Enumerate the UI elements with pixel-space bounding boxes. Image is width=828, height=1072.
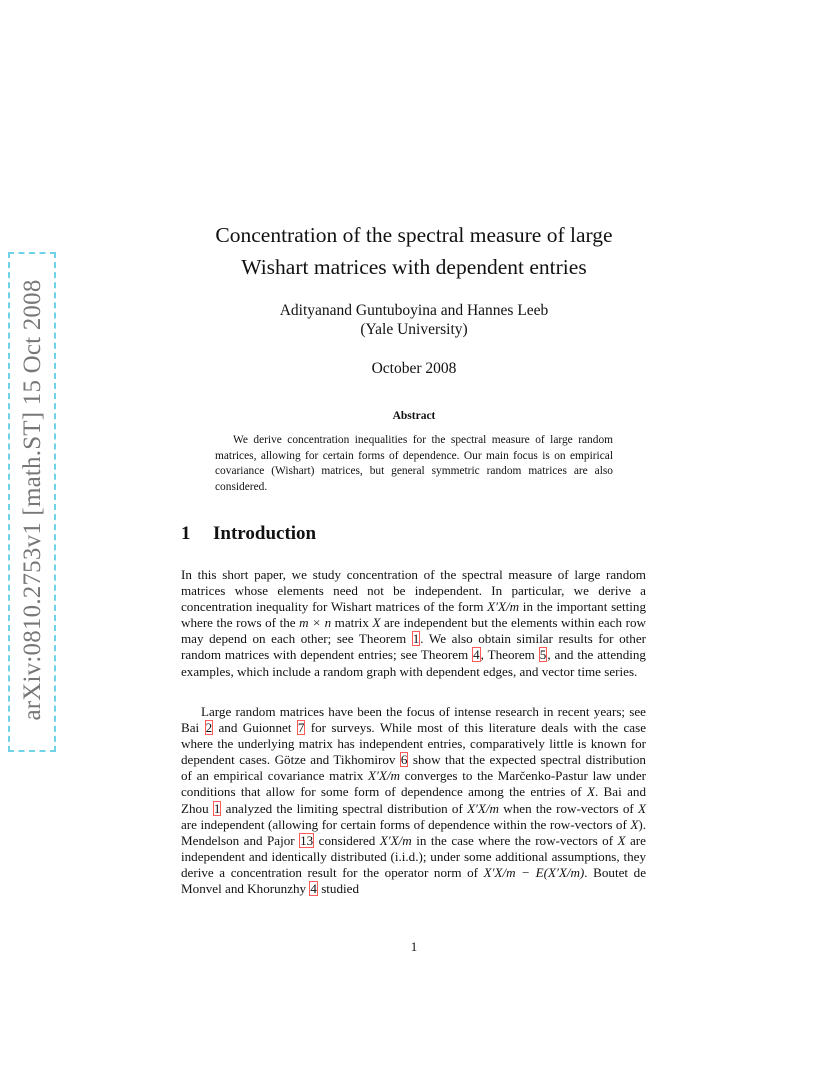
text-run: Large random matrices have been the focus of intense research in recent years; see Bai	[181, 704, 646, 736]
theorem-reference-link[interactable]: 1	[412, 631, 420, 647]
citation-link[interactable]: 4	[310, 881, 317, 897]
paper-title	[150, 219, 678, 283]
section-number: 1	[181, 523, 191, 544]
citation-link[interactable]: 13	[300, 832, 314, 848]
text-run: . We also obtain similar results for other random matrices with dependent entries; see Theorem	[181, 631, 646, 663]
math-expression: X	[638, 800, 646, 816]
math-expression: m × n	[299, 615, 332, 631]
author-names: Adityanand Guntuboyina and Hannes Leeb	[279, 302, 549, 319]
math-expression: X	[617, 832, 626, 848]
author-block	[150, 301, 678, 339]
citation-link[interactable]: 7	[297, 720, 305, 736]
math-expression: X′X/m	[368, 768, 400, 784]
citation-link[interactable]: 1	[213, 800, 221, 816]
math-expression: X	[372, 615, 381, 631]
arxiv-identifier: arXiv:0810.2753v1 [math.ST] 15 Oct 2008	[19, 279, 46, 721]
theorem-reference-link[interactable]: 4	[473, 647, 480, 663]
text-run: , Theorem	[480, 647, 539, 663]
text-run: matrix	[331, 615, 373, 631]
text-run: when the row-vectors of	[499, 800, 638, 816]
publication-date: October 2008	[371, 360, 457, 377]
text-run: are independent and identically distributed (i.i.d.); under some additional assumptions, they derive a concentration result for the operator norm of	[181, 832, 646, 880]
paper-title-line-1: Concentration of the spectral measure of large	[215, 223, 613, 247]
section-heading	[181, 523, 316, 545]
citation-link[interactable]: 2	[205, 720, 213, 736]
text-run: studied	[317, 881, 360, 897]
text-run: ). Mendelson and Pajor	[181, 816, 646, 848]
text-run: are independent but the elements within each row may depend on each other; see Theorem	[181, 615, 646, 647]
text-run: show that the expected spectral distribution of an empirical covariance matrix	[181, 752, 646, 784]
text-run: . Bai and Zhou	[181, 784, 646, 816]
math-expression: X	[586, 784, 595, 800]
paper-title-line-2: Wishart matrices with dependent entries	[241, 255, 587, 279]
abstract-heading: Abstract	[392, 410, 436, 422]
text-run: in the case where the row-vectors of	[411, 832, 618, 848]
paragraph-1	[181, 567, 646, 680]
text-run: in the important setting where the rows of the	[181, 599, 646, 631]
author-affiliation: (Yale University)	[360, 321, 468, 338]
page-number: 1	[410, 939, 418, 954]
text-run: for surveys. While most of this literature deals with the case where the underlying matrix has independent entries, comparatively little is known for dependent cases. Götze and Tikhomirov	[181, 720, 646, 768]
text-run: and Guionnet	[213, 720, 297, 736]
math-expression: X′X/m	[379, 832, 412, 848]
text-run: considered	[314, 832, 380, 848]
abstract-body: We derive concentration inequalities for the spectral measure of large random matrices, allowing for certain forms of dependence. Our main focus is on empirical covariance (Wishart) matrices, but general symmetric random matrices are also considered.	[215, 434, 613, 493]
text-run: . Boutet de Monvel and Khorunzhy	[181, 864, 647, 897]
text-run: are independent (allowing for certain forms of dependence within the row-vectors of	[181, 816, 631, 832]
text-run: , and the attending examples, which include a random graph with dependent edges, and vector time series.	[181, 647, 646, 679]
theorem-reference-link[interactable]: 5	[539, 647, 547, 663]
paragraph-2	[181, 704, 646, 897]
section-title: Introduction	[213, 523, 317, 544]
math-expression: X′X/m − E(X′X/m)	[483, 864, 585, 880]
text-run: analyzed the limiting spectral distribution of	[221, 800, 468, 816]
text-run: converges to the Marčenko-Pastur law under conditions that allow for some form of dependence among the entries of	[181, 768, 647, 800]
math-expression: X	[630, 816, 639, 832]
math-expression: X′X/m	[467, 800, 500, 816]
math-expression: X′X/m	[487, 599, 520, 615]
citation-link[interactable]: 6	[400, 752, 408, 768]
text-run: In this short paper, we study concentration of the spectral measure of large random matrices whose elements need not be independent. In particular, we derive a concentration inequality for Wishart matrices of the form	[181, 567, 646, 615]
